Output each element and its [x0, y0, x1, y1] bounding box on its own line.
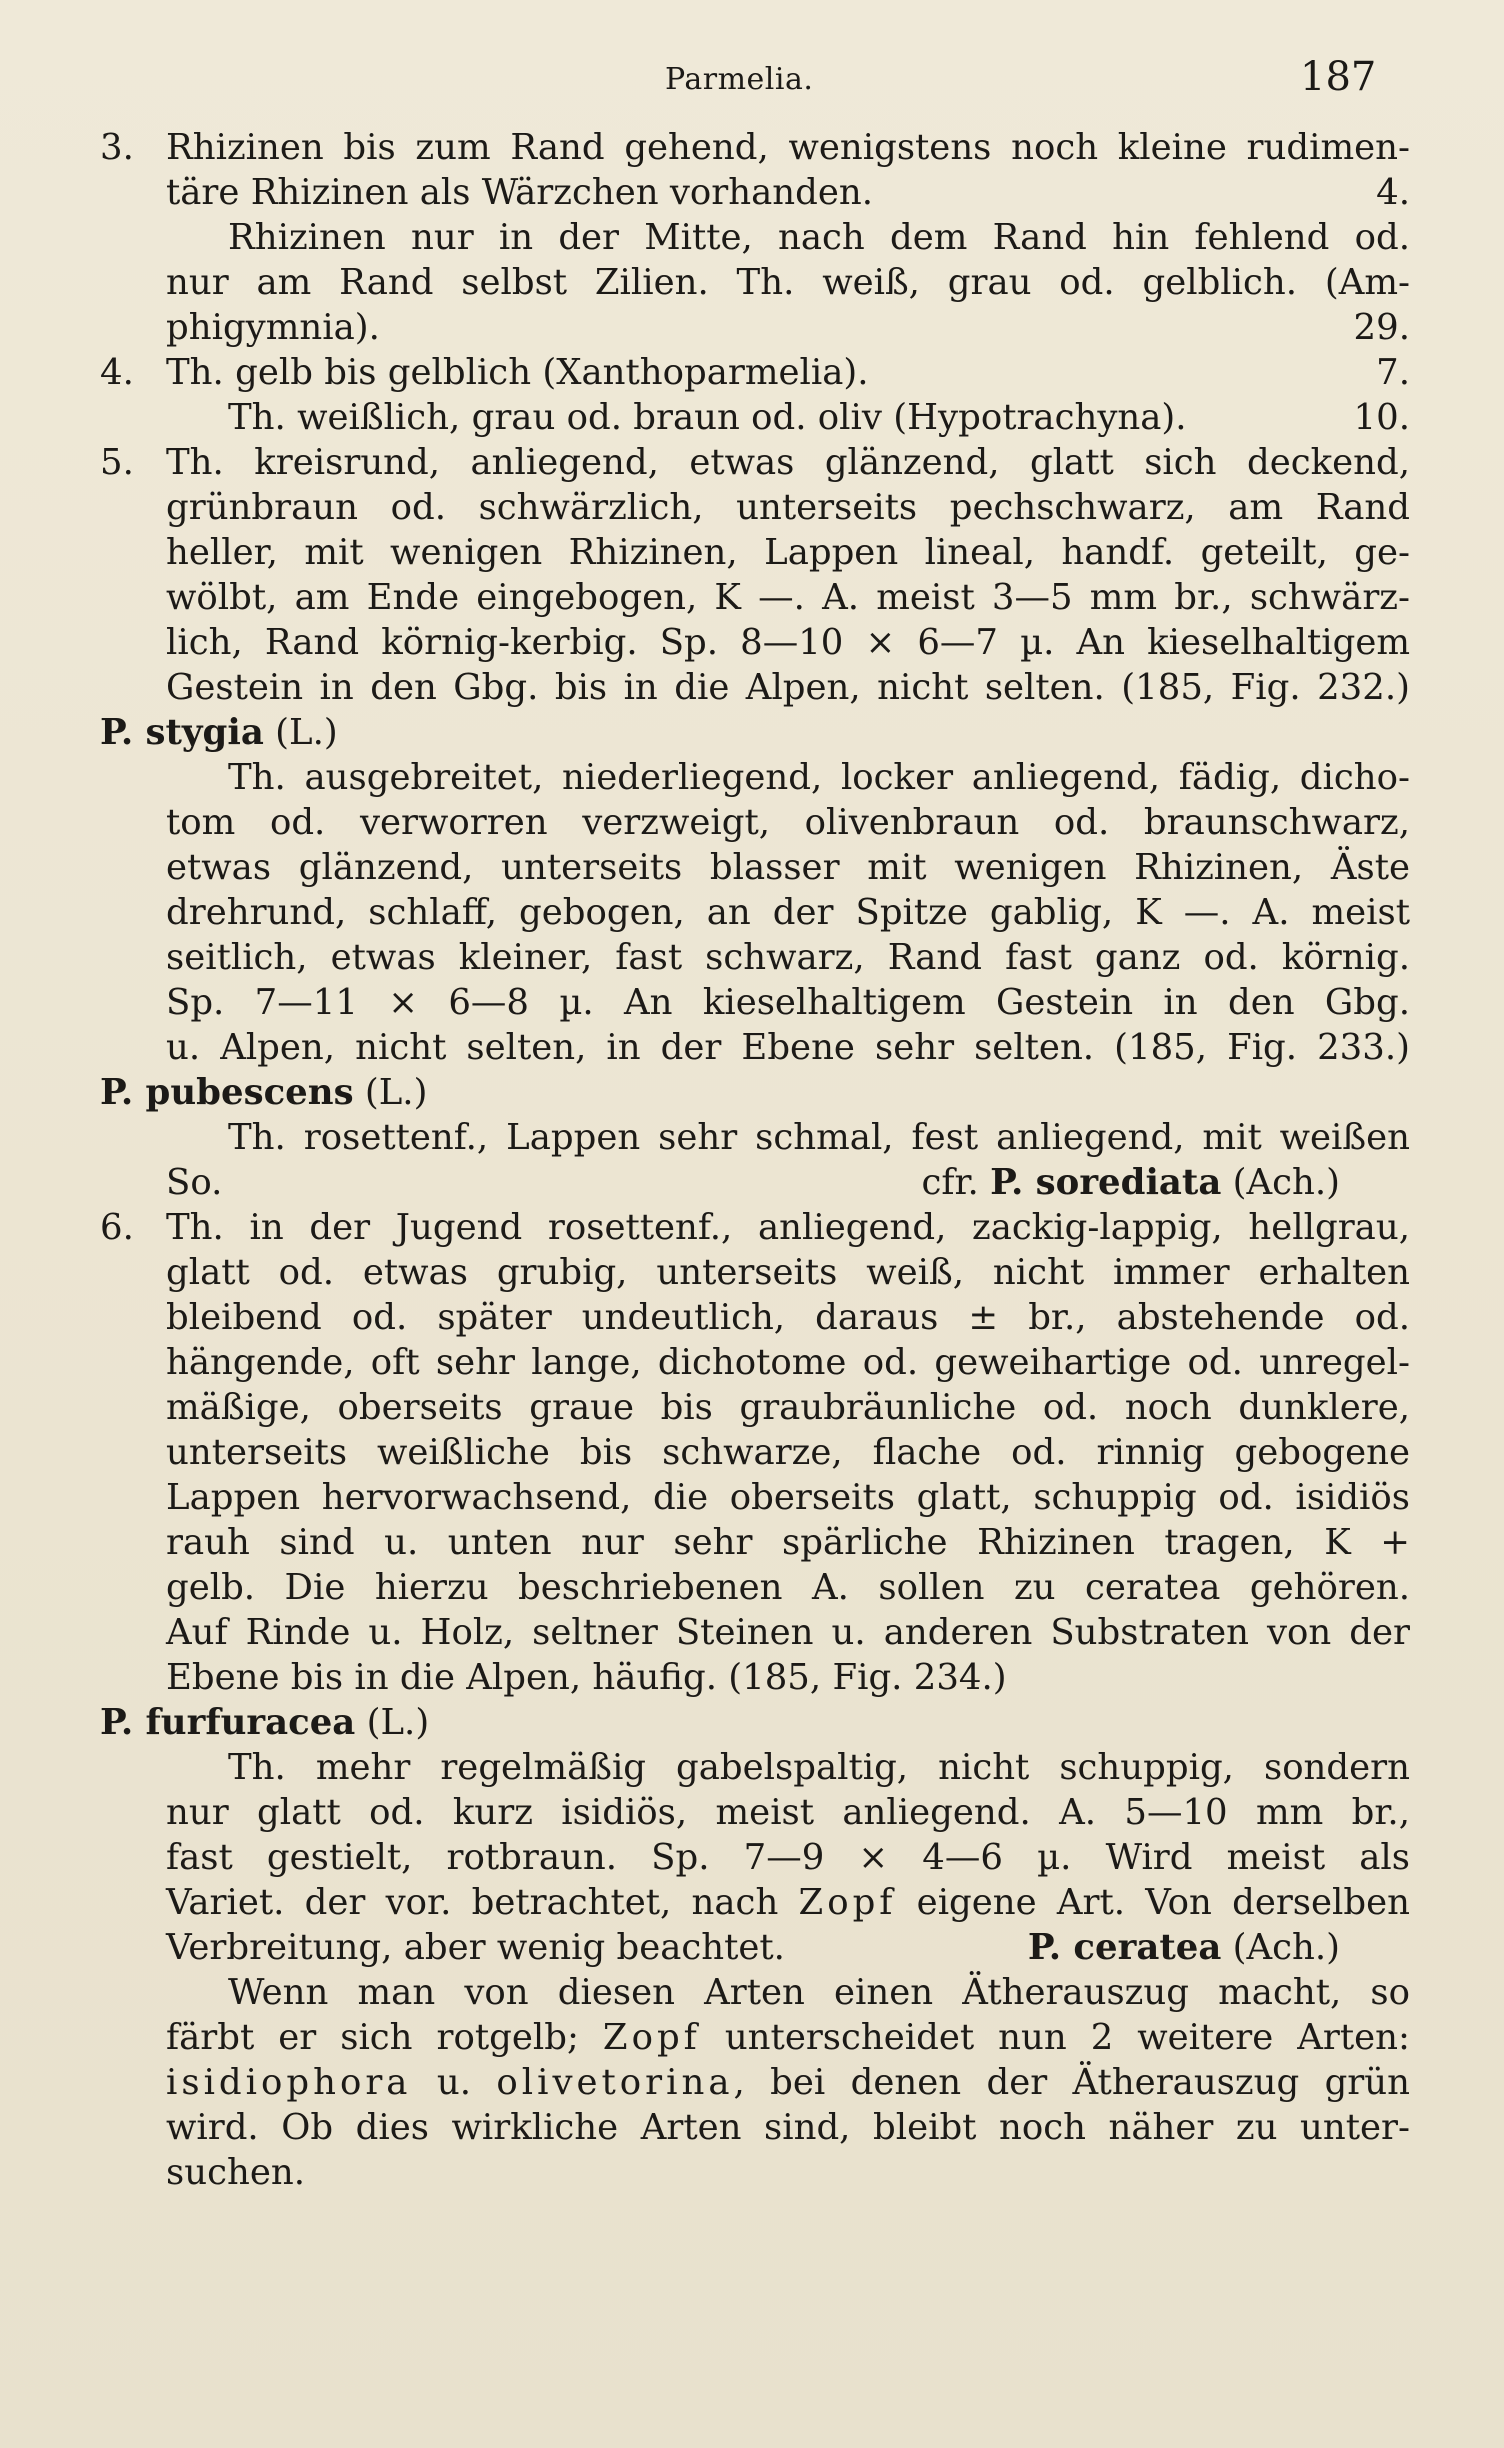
text-line: Th. weißlich, grau od. braun od. oliv (Hypotrachyna). 10. [228, 397, 1410, 438]
couplet-number: 5. [100, 442, 134, 483]
text-line: Th. rosettenf., Lappen sehr schmal, fest anliegend, mit weißen [228, 1117, 1410, 1158]
text-line: wölbt, am Ende eingebogen, K —. A. meist 3—5 mm br., schwärz- [166, 577, 1410, 618]
species-line [100, 1700, 1410, 1745]
text-line: bleibend od. später undeutlich, daraus ± br., abstehende od. [166, 1297, 1410, 1338]
text-line: suchen. [166, 2152, 305, 2193]
page-number: 187 [1300, 54, 1377, 100]
text-line: nur glatt od. kurz isidiös, meist anliegend. A. 5—10 mm br., [166, 1792, 1410, 1833]
species-name: P. ceratea [1027, 1927, 1222, 1968]
species-author: (L.) [364, 1072, 428, 1113]
lead-target: 4. [1376, 172, 1410, 213]
text-line: isidiophora u. olivetorina, bei denen der Ätherauszug grün [166, 2062, 1410, 2103]
text-line: 3. Rhizinen bis zum Rand gehend, wenigstens noch kleine rudimen- [100, 127, 1410, 168]
text-line: grünbraun od. schwärzlich, unterseits pechschwarz, am Rand [166, 487, 1410, 528]
couplet-number: 4. [100, 352, 134, 393]
text-line: etwas glänzend, unterseits blasser mit wenigen Rhizinen, Äste [166, 847, 1410, 888]
text-line: Auf Rinde u. Holz, seltner Steinen u. anderen Substraten von der [166, 1612, 1410, 1653]
page-header [0, 54, 1504, 114]
text-line: wird. Ob dies wirkliche Arten sind, bleibt noch näher zu unter- [166, 2107, 1410, 2148]
text-line: fast gestielt, rotbraun. Sp. 7—9 × 4—6 µ. Wird meist als [166, 1837, 1410, 1878]
species-author: (Ach.) [1232, 1162, 1340, 1203]
couplet-number: 6. [100, 1207, 134, 1248]
text-line: 6. Th. in der Jugend rosettenf., anliegend, zackig-lappig, hellgrau, [100, 1207, 1410, 1248]
text-line: gelb. Die hierzu beschriebenen A. sollen zu ceratea gehören. [166, 1567, 1410, 1608]
text-line: 5. Th. kreisrund, anliegend, etwas glänzend, glatt sich deckend, [100, 442, 1410, 483]
lead-target: 10. [1353, 397, 1410, 438]
text-line: heller, mit wenigen Rhizinen, Lappen lineal, handf. geteilt, ge- [166, 532, 1410, 573]
text-line: tom od. verworren verzweigt, olivenbraun od. braunschwarz, [166, 802, 1410, 843]
species-line [100, 1070, 1410, 1115]
species-epithet-spaced: olivetorina [496, 2062, 734, 2103]
text-line: unterseits weißliche bis schwarze, flache od. rinnig gebogene [166, 1432, 1410, 1473]
text-line: nur am Rand selbst Zilien. Th. weiß, grau od. gelblich. (Am- [166, 262, 1410, 303]
text-line: Th. ausgebreitet, niederliegend, locker anliegend, fädig, dicho- [228, 757, 1410, 798]
text-line: hängende, oft sehr lange, dichotome od. geweihartige od. unregel- [166, 1342, 1410, 1383]
text-line: 4. Th. gelb bis gelblich (Xanthoparmelia). 7. [100, 352, 1410, 393]
species-line [100, 710, 1410, 755]
text-line: So. cfr. P. sorediata (Ach.) [166, 1162, 1340, 1203]
text-line: Th. mehr regelmäßig gabelspaltig, nicht schuppig, sondern [228, 1747, 1410, 1788]
species-name: P. stygia [100, 712, 264, 753]
text-line: Wenn man von diesen Arten einen Ätherauszug macht, so [228, 1972, 1410, 2013]
text-line: u. Alpen, nicht selten, in der Ebene sehr selten. (185, Fig. 233.) [166, 1027, 1410, 1068]
text-line: mäßige, oberseits graue bis graubräunliche od. noch dunklere, [166, 1387, 1410, 1428]
text-line: Variet. der vor. betrachtet, nach Zopf eigene Art. Von derselben [166, 1882, 1410, 1923]
species-name: P. pubescens [100, 1072, 354, 1113]
text-line: drehrund, schlaff, gebogen, an der Spitze gablig, K —. A. meist [166, 892, 1410, 933]
text-line: phigymnia). 29. [166, 307, 1410, 348]
species-author: (L.) [275, 712, 338, 753]
text-line: glatt od. etwas grubig, unterseits weiß, nicht immer erhalten [166, 1252, 1410, 1293]
lead-target: 29. [1353, 307, 1410, 348]
text-line: Ebene bis in die Alpen, häufig. (185, Fig. 234.) [166, 1657, 1007, 1698]
text-line: Verbreitung, aber wenig beachtet. P. ceratea (Ach.) [166, 1927, 1340, 1968]
running-title: Parmelia. [665, 62, 814, 97]
text-line: seitlich, etwas kleiner, fast schwarz, Rand fast ganz od. körnig. [166, 937, 1410, 978]
text-line: rauh sind u. unten nur sehr spärliche Rhizinen tragen, K + [166, 1522, 1410, 1563]
species-author: (Ach.) [1232, 1927, 1340, 1968]
species-epithet-spaced: isidiophora [166, 2062, 412, 2103]
text-line: Rhizinen nur in der Mitte, nach dem Rand hin fehlend od. [228, 217, 1410, 258]
species-name: P. furfuracea [100, 1702, 356, 1743]
author-name-spaced: Zopf [798, 1882, 897, 1923]
couplet-number: 3. [100, 127, 134, 168]
species-name: P. sorediata [990, 1162, 1222, 1203]
text-line: färbt er sich rotgelb; Zopf unterscheidet nun 2 weitere Arten: [166, 2017, 1410, 2058]
text-line: Gestein in den Gbg. bis in die Alpen, nicht selten. (185, Fig. 232.) [166, 667, 1410, 708]
text-line: lich, Rand körnig-kerbig. Sp. 8—10 × 6—7 µ. An kieselhaltigem [166, 622, 1410, 663]
author-name-spaced: Zopf [602, 2017, 701, 2058]
key-text [100, 125, 1410, 2195]
lead-target: 7. [1376, 352, 1410, 393]
text-line: Lappen hervorwachsend, die oberseits glatt, schuppig od. isidiös [166, 1477, 1410, 1518]
text-line: Sp. 7—11 × 6—8 µ. An kieselhaltigem Gestein in den Gbg. [166, 982, 1410, 1023]
text-line: täre Rhizinen als Wärzchen vorhanden. 4. [166, 172, 1410, 213]
species-author: (L.) [366, 1702, 430, 1743]
